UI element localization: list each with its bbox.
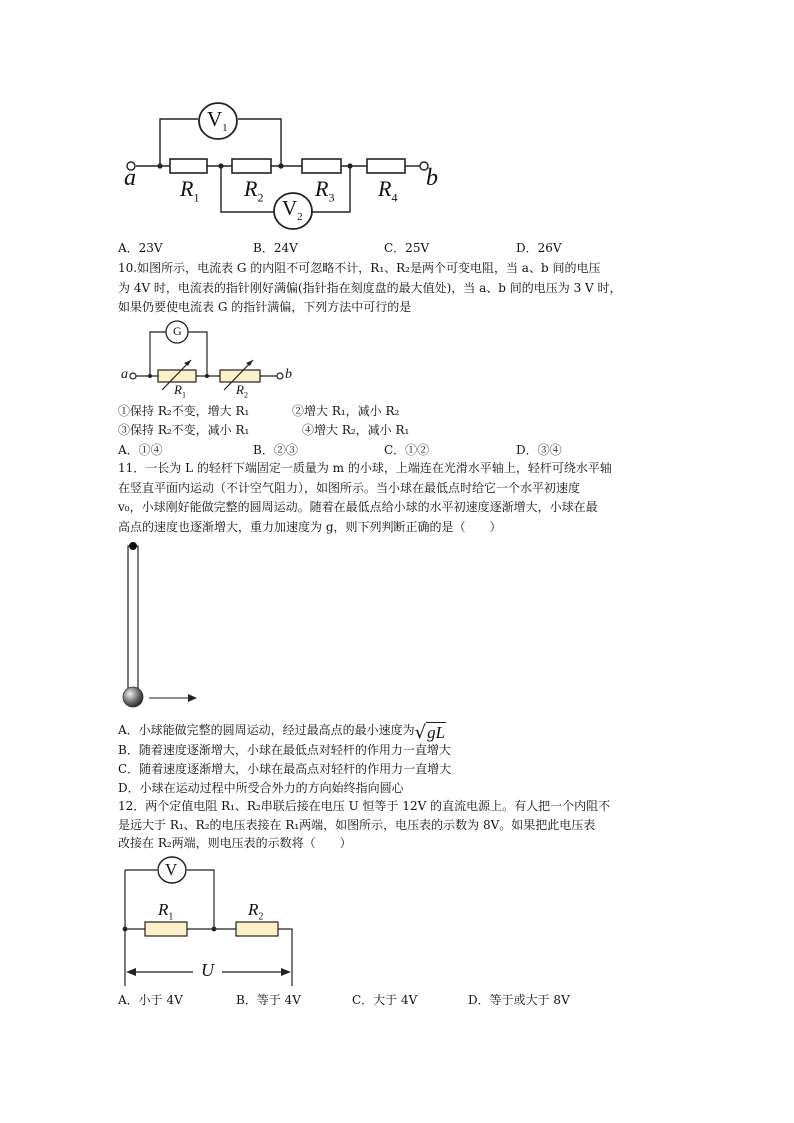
q11-stem-line-4: 高点的速度也逐渐增大，重力加速度为 g，则下列判断正确的是（ ）	[118, 520, 502, 534]
q12-stem-line-1: 12．两个定值电阻 R₁、R₂串联后接在电压 U 恒等于 12V 的直流电源上。有人把一个内阻不	[118, 799, 611, 813]
q10-method-2: ②增大 R₁，减小 R₂	[292, 404, 400, 418]
q12-option-b: B．等于 4V	[236, 993, 301, 1007]
q9-label-a: a	[124, 165, 136, 191]
q11-rod-diagram	[118, 536, 208, 716]
terminal-b	[277, 373, 283, 379]
q9-option-a: A．23V	[118, 241, 163, 255]
q10-option-d: D．③④	[516, 443, 562, 457]
resistor-r2	[236, 922, 278, 936]
q11-option-b: B．随着速度逐渐增大，小球在最低点对轻杆的作用力一直增大	[118, 743, 451, 757]
q12-option-d: D．等于或大于 8V	[468, 993, 570, 1007]
q10-label-a: a	[121, 367, 128, 382]
q10-r2-label: $R_2$	[236, 382, 248, 400]
variable-resistor-r2	[220, 370, 260, 382]
q9-label-b: b	[426, 165, 438, 191]
q9-r2-label: $R_2$	[244, 176, 264, 205]
q11-option-a: A．小球能做完整的圆周运动，经过最高点的最小速度为√gL	[118, 722, 446, 743]
resistor-r1	[145, 922, 187, 936]
q11-option-c: C．随着速度逐渐增大，小球在最高点对轻杆的作用力一直增大	[118, 762, 452, 776]
resistor-r4	[367, 159, 405, 173]
q12-option-a: A．小于 4V	[118, 993, 183, 1007]
q9-option-c: C．25V	[384, 241, 430, 255]
q10-method-3: ③保持 R₂不变，减小 R₁	[118, 423, 250, 437]
q10-label-b: b	[285, 367, 292, 382]
q10-option-a: A．①④	[118, 443, 163, 457]
q10-circuit-diagram	[118, 318, 298, 398]
q10-stem-line-1: 10.如图所示，电流表 G 的内阻不可忽略不计，R₁、R₂是两个可变电阻，当 a、b 间的电压	[118, 261, 601, 275]
q12-r1-label: $R_1$	[158, 900, 174, 923]
q11-option-d: D．小球在运动过程中所受合外力的方向始终指向圆心	[118, 781, 404, 795]
q9-v1-letter: $V_1$	[207, 107, 228, 135]
q12-v-label: V	[165, 860, 178, 879]
q10-r1-label: $R_1$	[174, 382, 186, 400]
q10-option-b: B．②③	[253, 443, 298, 457]
q10-stem-line-3: 如果仍要使电流表 G 的指针满偏，下列方法中可行的是	[118, 300, 412, 314]
q10-method-4: ④增大 R₂，减小 R₁	[302, 423, 410, 437]
ball	[123, 687, 143, 707]
q11-stem-line-3: v₀，小球刚好能做完整的圆周运动。随着在最低点给小球的水平初速度逐渐增大，小球在最	[118, 500, 598, 514]
q9-r4-label: $R_4$	[378, 176, 398, 205]
q10-stem-line-2: 为 4V 时，电流表的指针刚好满偏(指针指在刻度盘的最大值处)，当 a、b 间的电压为 3 V 时，	[118, 281, 622, 295]
q12-stem-line-2: 是远大于 R₁、R₂的电压表接在 R₁两端，如图所示，电压表的示数为 8V。如果把此电压表	[118, 818, 596, 832]
q12-u-label: U	[201, 960, 214, 980]
q12-r2-label: $R_2$	[248, 900, 264, 923]
pivot-axis	[129, 542, 137, 550]
variable-resistor-r1	[158, 370, 196, 382]
q9-option-d: D．26V	[516, 241, 562, 255]
resistor-r1	[170, 159, 207, 173]
sqrt-gl: √gL	[414, 722, 446, 743]
resistor-r2	[232, 159, 271, 173]
q9-r3-label: $R_3$	[315, 176, 335, 205]
q9-v2-letter: $V_2$	[282, 196, 303, 224]
q12-option-c: C．大于 4V	[352, 993, 418, 1007]
q12-stem-line-3: 改接在 R₂两端，则电压表的示数将（ ）	[118, 836, 352, 850]
q10-method-1: ①保持 R₂不变，增大 R₁	[118, 404, 250, 418]
light-rod	[128, 546, 138, 690]
resistor-r3	[302, 159, 341, 173]
q10-option-c: C．①②	[384, 443, 430, 457]
q10-g-label: G	[173, 324, 182, 338]
q9-r1-label: $R_1$	[180, 176, 200, 205]
q11-stem-line-2: 在竖直平面内运动（不计空气阻力），如图所示。当小球在最低点时给它一个水平初速度	[118, 481, 581, 495]
q11-stem-line-1: 11．一长为 L 的轻杆下端固定一质量为 m 的小球，上端连在光滑水平轴上，轻杆可绕水平轴	[118, 461, 612, 475]
terminal-a	[130, 373, 136, 379]
q9-option-b: B．24V	[253, 241, 298, 255]
